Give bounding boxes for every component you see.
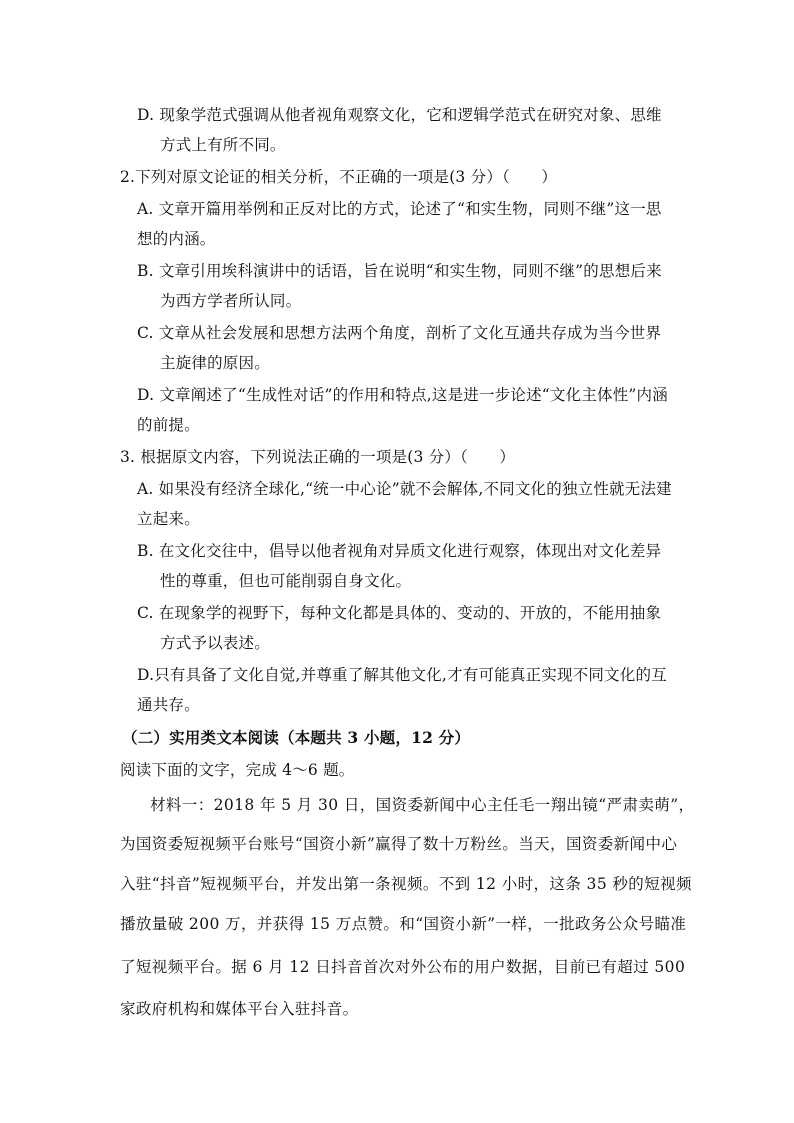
- q3-option-c-line1: C. 在现象学的视野下，每种文化都是具体的、变动的、开放的，不能用抽象: [137, 604, 662, 622]
- q3-stem: 3. 根据原文内容，下列说法正确的一项是(3 分）（ ）: [120, 448, 516, 466]
- material1-line: 为国资委短视频平台账号“国资小新”赢得了数十万粉丝。当天，国资委新闻中心: [120, 835, 678, 853]
- q2-option-c-line1: C. 文章从社会发展和思想方法两个角度，剖析了文化互通共存成为当今世界: [137, 324, 662, 342]
- q3-option-d-line1: D.只有具备了文化自觉,并尊重了解其他文化,才有可能真正实现不同文化的互: [137, 666, 667, 684]
- material1-line: 材料一：2018 年 5 月 30 日，国资委新闻中心主任毛一翔出镜“严肃卖萌”，: [150, 796, 695, 814]
- q3-option-b-line1: B. 在文化交往中，倡导以他者视角对异质文化进行观察，体现出对文化差异: [137, 542, 662, 560]
- q2-option-b-line2: 为西方学者所认同。: [160, 292, 302, 310]
- q1-option-d-line2: 方式上有所不同。: [160, 136, 286, 154]
- material1-line: 了短视频平台。据 6 月 12 日抖音首次对外公布的用户数据，目前已有超过 500: [120, 958, 686, 976]
- q2-option-a-line1: A. 文章开篇用举例和正反对比的方式，论述了“和实生物，同则不继”这一思: [137, 200, 662, 218]
- q1-option-d-line1: D. 现象学范式强调从他者视角观察文化，它和逻辑学范式在研究对象、思维: [137, 106, 662, 124]
- q3-option-a-line1: A. 如果没有经济全球化,“统一中心论”就不会解体,不同文化的独立性就无法建: [137, 480, 672, 498]
- section-heading: （二）实用类文本阅读（本题共 3 小题，12 分）: [122, 728, 471, 747]
- material1-line: 入驻“抖音”短视频平台，并发出第一条视频。不到 12 小时，这条 35 秒的短视频: [120, 875, 692, 893]
- material1-line: 播放量破 200 万，并获得 15 万点赞。和“国资小新”一样，一批政务公众号瞄准: [120, 915, 687, 933]
- q3-option-a-line2: 立起来。: [137, 510, 200, 528]
- q2-option-d-line2: 的前提。: [137, 416, 200, 434]
- q3-option-b-line2: 性的尊重，但也可能削弱自身文化。: [160, 572, 412, 590]
- q2-stem: 2.下列对原文论证的相关分析，不正确的一项是(3 分）（ ）: [120, 168, 558, 186]
- q2-option-a-line2: 想的内涵。: [137, 230, 216, 248]
- q2-option-c-line2: 主旋律的原因。: [160, 354, 270, 372]
- material1-line: 家政府机构和媒体平台入驻抖音。: [120, 1000, 359, 1018]
- q3-option-d-line2: 通共存。: [137, 696, 200, 714]
- q2-option-d-line1: D. 文章阐述了“生成性对话”的作用和特点,这是进一步论述“文化主体性”内涵: [137, 386, 668, 404]
- section-instruction: 阅读下面的文字，完成 4～6 题。: [120, 761, 355, 779]
- q2-option-b-line1: B. 文章引用埃科演讲中的话语，旨在说明“和实生物，同则不继”的思想后来: [137, 262, 662, 280]
- q3-option-c-line2: 方式予以表述。: [160, 634, 270, 652]
